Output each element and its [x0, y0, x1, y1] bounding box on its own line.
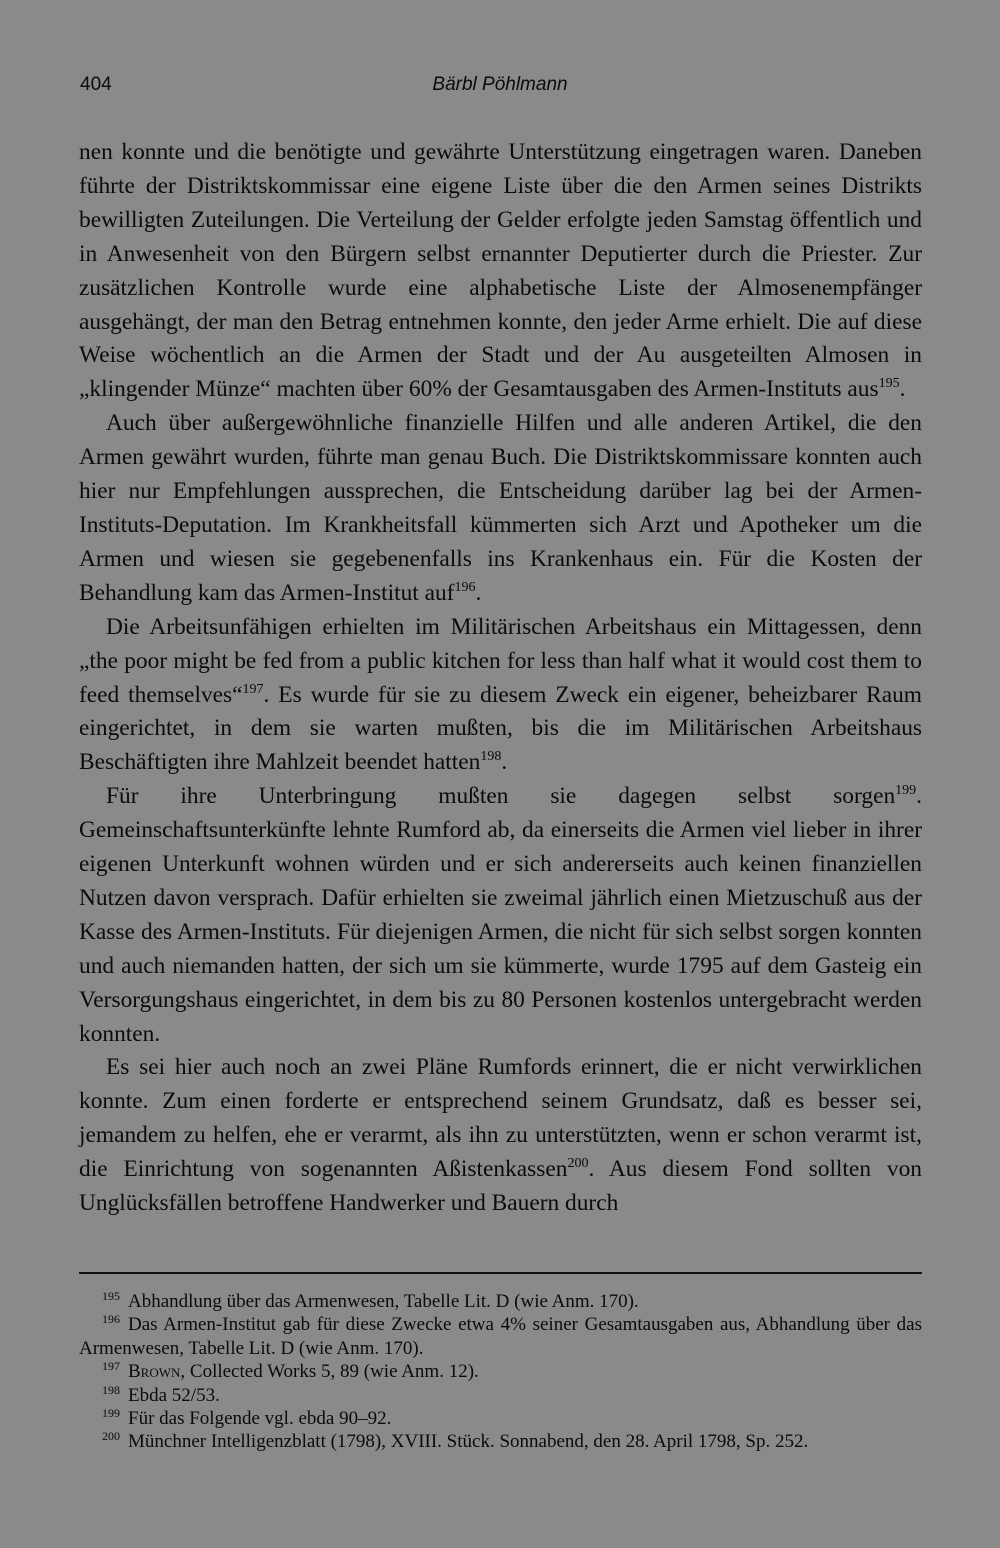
- paragraph-text: Es sei hier auch noch an zwei Pläne Rumfords erinnert, die er nicht verwirklichen konnte. Zum einen forderte er entsprechend seinem Grundsatz, daß es besser sei, jemandem zu helfen, ehe er verarmt, als ihn zu unterstützten, wenn er schon verarmt ist, die Einrichtung von sogenannten Aßistenkassen: [79, 1054, 922, 1183]
- footnote-number: 195: [102, 1289, 120, 1303]
- footnote-number: 199: [102, 1406, 120, 1421]
- footnote-text: Für das Folgende vgl. ebda 90–92.: [128, 1408, 392, 1430]
- footnote-marker: 195: [878, 376, 900, 392]
- body-paragraph: [79, 611, 922, 781]
- body-paragraph: [79, 1051, 922, 1221]
- footnote: [79, 1313, 922, 1360]
- paragraph-text: .: [501, 749, 508, 776]
- footnote: [79, 1384, 922, 1407]
- footnote: [79, 1407, 922, 1430]
- footnote: [79, 1430, 922, 1453]
- paragraph-text: .: [475, 579, 482, 606]
- paragraph-text: . Es wurde für sie zu diesem Zweck ein eigener, beheizbarer Raum eingerichtet, in dem sie warten mußten, bis die im Militärischen Arbeitshaus Beschäftigten ihre Mahlzeit beendet hatten: [79, 681, 923, 776]
- body-paragraph: [79, 780, 922, 1051]
- body-text: [79, 136, 922, 1221]
- footnote: [79, 1360, 922, 1383]
- page-header: [80, 74, 920, 102]
- footnote-marker: 198: [480, 749, 502, 765]
- footnote-separator-rule: [79, 1272, 922, 1274]
- footnote-text: , Collected Works 5, 89 (wie Anm. 12).: [180, 1361, 479, 1383]
- paragraph-text: Die Arbeitsunfähigen erhielten im Militärischen Arbeitshaus ein Mittagessen, denn „the poor might be fed from a public kitchen for less than half what it would cost them to feed themselves“: [79, 613, 922, 708]
- footnote-text: Abhandlung über das Armenwesen, Tabelle Lit. D (wie Anm. 170).: [128, 1291, 639, 1312]
- paragraph-text: . Gemeinschaftsunterkünfte lehnte Rumford ab, da einerseits die Armen viel lieber in ihrer eigenen Unterkunft wohnen würden und er sich andererseits auch keinen finanziellen Nutzen davon versprach. Dafür erhielten sie zweimal jährlich einen Mietzuschuß aus der Kasse des Armen-Instituts. Für diejenigen Armen, die nicht für sich selbst sorgen konnten und auch niemanden hatten, der sich um sie kümmerte, wurde 1795 auf dem Gasteig ein Versorgungshaus eingerichtet, in dem bis zu 80 Personen kostenlos untergebracht werden konnten.: [79, 783, 922, 1047]
- page-number: 404: [80, 74, 112, 95]
- footnote: [79, 1290, 922, 1313]
- body-paragraph: [79, 407, 922, 610]
- footnote-text: Münchner Intelligenzblatt (1798), XVIII. Stück. Sonnabend, den 28. April 1798, Sp. 252.: [128, 1431, 809, 1453]
- footnote-marker: 199: [895, 783, 917, 799]
- footnote-text: Ebda 52/53.: [128, 1384, 220, 1406]
- footnote-number: 198: [102, 1382, 120, 1397]
- paragraph-text: Auch über außergewöhnliche finanzielle Hilfen und alle anderen Artikel, die den Armen gewährt wurden, führte man genau Buch. Die Distriktskommissare konnten auch hier nur Empfehlungen aussprechen, die Entscheidung darüber lag bei der Armen-Instituts-Deputation. Im Krankheitsfall kümmerten sich Arzt und Apotheker um die Armen und wiesen sie gegebenenfalls ins Krankenhaus ein. Für die Kosten der Behandlung kam das Armen-Institut auf: [79, 410, 922, 606]
- paragraph-text: nen konnte und die benötigte und gewährte Unterstützung eingetragen waren. Daneben führte der Distriktskommissar eine eigene Liste über die den Armen seines Distrikts bewilligten Zuteilungen. Die Verteilung der Gelder erfolgte jeden Samstag öffentlich und in Anwesenheit von den Bürgern selbst ernannter Deputierter durch die Priester. Zur zusätzlichen Kontrolle wurde eine alphabetische Liste der Almosenempfänger ausgehängt, der man den Betrag entnehmen konnte, den jeder Arme erhielt. Die auf diese Weise wöchentlich an die Armen der Stadt und der Au ausgeteilten Almosen in „klingender Münze“ machten über 60% der Gesamtausgaben des Armen-Instituts aus: [79, 139, 922, 403]
- footnote-marker: 197: [242, 681, 264, 697]
- body-paragraph: [79, 136, 922, 407]
- paragraph-text: . Aus diesem Fond sollten von Unglücksfällen betroffene Handwerker und Bauern durch: [79, 1156, 922, 1217]
- footnote-text: Das Armen-Institut gab für diese Zwecke etwa 4% seiner Gesamtausgaben aus, Abhandlung über das Armenwesen, Tabelle Lit. D (wie Anm. 170).: [79, 1314, 922, 1359]
- running-head-author: Bärbl Pöhlmann: [432, 74, 568, 95]
- footnote-marker: 200: [567, 1156, 589, 1172]
- paragraph-text: .: [899, 376, 906, 403]
- cited-author: Brown: [128, 1361, 181, 1383]
- footnote-number: 196: [102, 1312, 120, 1327]
- footnote-number: 200: [102, 1429, 120, 1444]
- footnotes: [79, 1290, 922, 1454]
- footnote-number: 197: [102, 1359, 120, 1374]
- footnote-marker: 196: [454, 579, 476, 595]
- paragraph-text: Für ihre Unterbringung mußten sie dagegen selbst sorgen: [106, 783, 896, 810]
